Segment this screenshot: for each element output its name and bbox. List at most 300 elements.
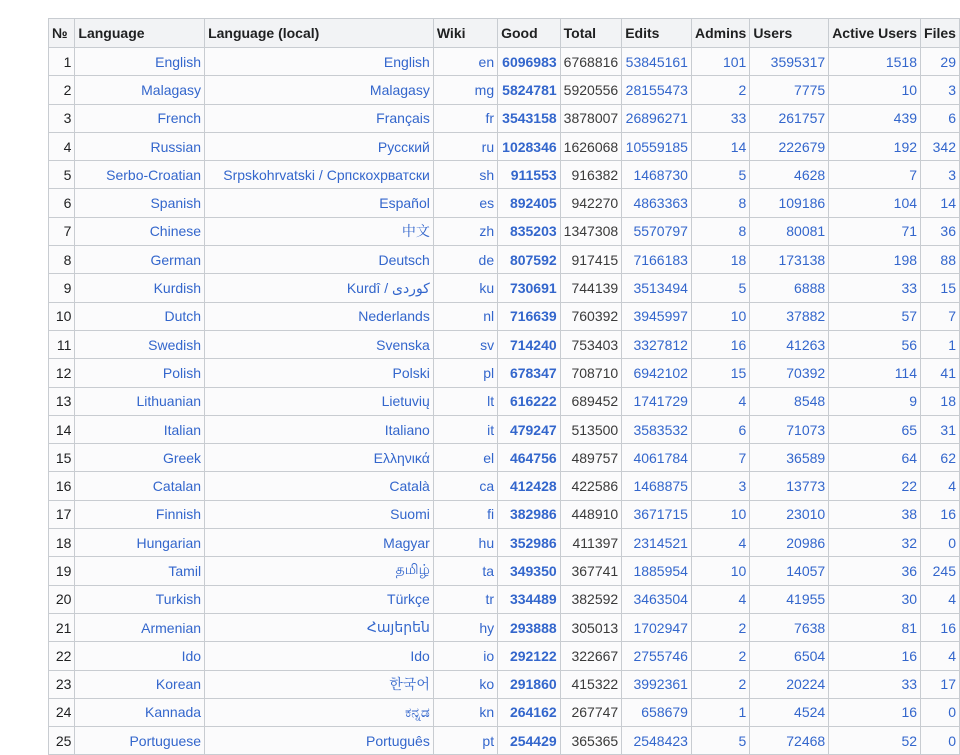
- cell-edits[interactable]: 6942102: [622, 359, 692, 387]
- cell-total: 267747: [560, 698, 622, 726]
- cell-admins[interactable]: 5: [691, 727, 749, 755]
- cell-users[interactable]: 41955: [750, 585, 829, 613]
- cell-language-local[interactable]: Svenska: [205, 330, 434, 358]
- cell-good[interactable]: 835203: [498, 217, 561, 245]
- cell-language[interactable]: Lithuanian: [75, 387, 205, 415]
- cell-language-local[interactable]: ಕನ್ನಡ: [205, 698, 434, 726]
- cell-rank: 16: [49, 472, 75, 500]
- cell-edits[interactable]: 3671715: [622, 500, 692, 528]
- table-row: [49, 500, 960, 528]
- cell-good[interactable]: 292122: [498, 642, 561, 670]
- cell-rank: 13: [49, 387, 75, 415]
- cell-total: 942270: [560, 189, 622, 217]
- cell-edits[interactable]: 53845161: [622, 48, 692, 76]
- table-row: [49, 727, 960, 755]
- cell-files[interactable]: 0: [921, 529, 960, 557]
- cell-edits[interactable]: 1468875: [622, 472, 692, 500]
- table-row: [49, 330, 960, 358]
- table-row: [49, 613, 960, 641]
- cell-language-local[interactable]: 한국어: [205, 670, 434, 698]
- cell-good[interactable]: 291860: [498, 670, 561, 698]
- cell-total: 916382: [560, 161, 622, 189]
- cell-active-users[interactable]: 22: [829, 472, 921, 500]
- cell-active-users[interactable]: 57: [829, 302, 921, 330]
- cell-admins[interactable]: 2: [691, 670, 749, 698]
- cell-edits[interactable]: 5570797: [622, 217, 692, 245]
- cell-total: 5920556: [560, 76, 622, 104]
- cell-total: 382592: [560, 585, 622, 613]
- table-row: [49, 161, 960, 189]
- cell-wiki-code[interactable]: pt: [433, 727, 497, 755]
- cell-rank: 8: [49, 246, 75, 274]
- cell-active-users[interactable]: 16: [829, 642, 921, 670]
- cell-good[interactable]: 3543158: [498, 104, 561, 132]
- cell-active-users[interactable]: 36: [829, 557, 921, 585]
- cell-language[interactable]: Hungarian: [75, 529, 205, 557]
- cell-edits[interactable]: 1885954: [622, 557, 692, 585]
- cell-language[interactable]: Malagasy: [75, 76, 205, 104]
- table-header-row: [49, 19, 960, 48]
- wiki-statistics-table: [48, 18, 960, 755]
- cell-total: 322667: [560, 642, 622, 670]
- cell-active-users[interactable]: 52: [829, 727, 921, 755]
- cell-users[interactable]: 71073: [750, 415, 829, 443]
- cell-language-local[interactable]: Italiano: [205, 415, 434, 443]
- table-row: [49, 698, 960, 726]
- table-row: [49, 529, 960, 557]
- cell-language[interactable]: German: [75, 246, 205, 274]
- cell-rank: 7: [49, 217, 75, 245]
- cell-language-local[interactable]: Polski: [205, 359, 434, 387]
- cell-users[interactable]: 80081: [750, 217, 829, 245]
- cell-rank: 19: [49, 557, 75, 585]
- cell-files[interactable]: 0: [921, 727, 960, 755]
- cell-files[interactable]: 1: [921, 330, 960, 358]
- cell-rank: 15: [49, 444, 75, 472]
- cell-wiki-code[interactable]: zh: [433, 217, 497, 245]
- cell-edits[interactable]: 3513494: [622, 274, 692, 302]
- cell-rank: 17: [49, 500, 75, 528]
- cell-language[interactable]: Catalan: [75, 472, 205, 500]
- cell-files[interactable]: 4: [921, 472, 960, 500]
- cell-rank: 9: [49, 274, 75, 302]
- cell-total: 3878007: [560, 104, 622, 132]
- cell-admins[interactable]: 1: [691, 698, 749, 726]
- cell-active-users[interactable]: 9: [829, 387, 921, 415]
- cell-wiki-code[interactable]: ta: [433, 557, 497, 585]
- cell-wiki-code[interactable]: nl: [433, 302, 497, 330]
- cell-language[interactable]: Kurdish: [75, 274, 205, 302]
- cell-edits[interactable]: 10559185: [622, 132, 692, 160]
- cell-files[interactable]: 17: [921, 670, 960, 698]
- cell-rank: 20: [49, 585, 75, 613]
- cell-users[interactable]: 13773: [750, 472, 829, 500]
- cell-total: 513500: [560, 415, 622, 443]
- cell-users[interactable]: 261757: [750, 104, 829, 132]
- cell-total: 422586: [560, 472, 622, 500]
- cell-files[interactable]: 16: [921, 500, 960, 528]
- header-active-users[interactable]: Active Users: [829, 19, 921, 48]
- cell-users[interactable]: 6504: [750, 642, 829, 670]
- cell-total: 6768816: [560, 48, 622, 76]
- cell-edits[interactable]: 28155473: [622, 76, 692, 104]
- cell-admins[interactable]: 16: [691, 330, 749, 358]
- cell-admins[interactable]: 10: [691, 302, 749, 330]
- cell-language-local[interactable]: Lietuvių: [205, 387, 434, 415]
- cell-language-local[interactable]: Ελληνικά: [205, 444, 434, 472]
- cell-users[interactable]: 6888: [750, 274, 829, 302]
- cell-active-users[interactable]: 192: [829, 132, 921, 160]
- cell-wiki-code[interactable]: kn: [433, 698, 497, 726]
- cell-active-users[interactable]: 81: [829, 613, 921, 641]
- cell-active-users[interactable]: 1518: [829, 48, 921, 76]
- cell-edits[interactable]: 4863363: [622, 189, 692, 217]
- cell-files[interactable]: 16: [921, 613, 960, 641]
- cell-edits[interactable]: 3327812: [622, 330, 692, 358]
- cell-files[interactable]: 88: [921, 246, 960, 274]
- table-row: [49, 642, 960, 670]
- cell-admins[interactable]: 15: [691, 359, 749, 387]
- cell-edits[interactable]: 2314521: [622, 529, 692, 557]
- cell-rank: 23: [49, 670, 75, 698]
- cell-language-local[interactable]: Русский: [205, 132, 434, 160]
- cell-users[interactable]: 222679: [750, 132, 829, 160]
- cell-language[interactable]: Dutch: [75, 302, 205, 330]
- cell-rank: 12: [49, 359, 75, 387]
- table-row: [49, 557, 960, 585]
- table-body: [49, 48, 960, 755]
- cell-good[interactable]: 334489: [498, 585, 561, 613]
- table-row: [49, 387, 960, 415]
- cell-language[interactable]: French: [75, 104, 205, 132]
- cell-active-users[interactable]: 198: [829, 246, 921, 274]
- cell-users[interactable]: 173138: [750, 246, 829, 274]
- cell-language-local[interactable]: Français: [205, 104, 434, 132]
- cell-edits[interactable]: 26896271: [622, 104, 692, 132]
- cell-language-local[interactable]: English: [205, 48, 434, 76]
- cell-wiki-code[interactable]: el: [433, 444, 497, 472]
- cell-wiki-code[interactable]: ko: [433, 670, 497, 698]
- cell-language[interactable]: Armenian: [75, 613, 205, 641]
- cell-files[interactable]: 4: [921, 585, 960, 613]
- cell-active-users[interactable]: 16: [829, 698, 921, 726]
- cell-active-users[interactable]: 38: [829, 500, 921, 528]
- cell-wiki-code[interactable]: ru: [433, 132, 497, 160]
- table-row: [49, 76, 960, 104]
- cell-wiki-code[interactable]: mg: [433, 76, 497, 104]
- cell-rank: 18: [49, 529, 75, 557]
- cell-total: 744139: [560, 274, 622, 302]
- cell-language[interactable]: Portuguese: [75, 727, 205, 755]
- cell-wiki-code[interactable]: de: [433, 246, 497, 274]
- cell-language[interactable]: Swedish: [75, 330, 205, 358]
- cell-good[interactable]: 730691: [498, 274, 561, 302]
- cell-active-users[interactable]: 33: [829, 670, 921, 698]
- table-row: [49, 415, 960, 443]
- cell-users[interactable]: 37882: [750, 302, 829, 330]
- cell-language[interactable]: Ido: [75, 642, 205, 670]
- cell-wiki-code[interactable]: tr: [433, 585, 497, 613]
- header-good[interactable]: Good: [498, 19, 561, 48]
- header-language[interactable]: Language: [75, 19, 205, 48]
- cell-language-local[interactable]: Malagasy: [205, 76, 434, 104]
- cell-wiki-code[interactable]: en: [433, 48, 497, 76]
- cell-language-local[interactable]: Deutsch: [205, 246, 434, 274]
- cell-rank: 14: [49, 415, 75, 443]
- cell-wiki-code[interactable]: fr: [433, 104, 497, 132]
- cell-language[interactable]: Korean: [75, 670, 205, 698]
- cell-files[interactable]: 14: [921, 189, 960, 217]
- cell-admins[interactable]: 4: [691, 529, 749, 557]
- cell-files[interactable]: 245: [921, 557, 960, 585]
- cell-language[interactable]: English: [75, 48, 205, 76]
- cell-active-users[interactable]: 64: [829, 444, 921, 472]
- cell-language-local[interactable]: Srpskohrvatski / Српскохрватски: [205, 161, 434, 189]
- cell-admins[interactable]: 10: [691, 500, 749, 528]
- cell-total: 489757: [560, 444, 622, 472]
- cell-good[interactable]: 479247: [498, 415, 561, 443]
- cell-admins[interactable]: 8: [691, 217, 749, 245]
- cell-language-local[interactable]: Ido: [205, 642, 434, 670]
- cell-admins[interactable]: 33: [691, 104, 749, 132]
- cell-total: 917415: [560, 246, 622, 274]
- cell-edits[interactable]: 1702947: [622, 613, 692, 641]
- cell-users[interactable]: 70392: [750, 359, 829, 387]
- cell-language-local[interactable]: Türkçe: [205, 585, 434, 613]
- cell-language[interactable]: Finnish: [75, 500, 205, 528]
- cell-rank: 6: [49, 189, 75, 217]
- cell-admins[interactable]: 4: [691, 387, 749, 415]
- cell-files[interactable]: 29: [921, 48, 960, 76]
- cell-good[interactable]: 464756: [498, 444, 561, 472]
- cell-rank: 22: [49, 642, 75, 670]
- cell-admins[interactable]: 2: [691, 642, 749, 670]
- cell-rank: 24: [49, 698, 75, 726]
- cell-language-local[interactable]: தமிழ்: [205, 557, 434, 585]
- cell-edits[interactable]: 3945997: [622, 302, 692, 330]
- table-row: [49, 444, 960, 472]
- cell-total: 365365: [560, 727, 622, 755]
- cell-wiki-code[interactable]: lt: [433, 387, 497, 415]
- cell-admins[interactable]: 8: [691, 189, 749, 217]
- cell-total: 411397: [560, 529, 622, 557]
- cell-total: 367741: [560, 557, 622, 585]
- cell-language[interactable]: Tamil: [75, 557, 205, 585]
- cell-good[interactable]: 254429: [498, 727, 561, 755]
- cell-active-users[interactable]: 439: [829, 104, 921, 132]
- cell-edits[interactable]: 3463504: [622, 585, 692, 613]
- cell-language[interactable]: Greek: [75, 444, 205, 472]
- cell-users[interactable]: 23010: [750, 500, 829, 528]
- cell-total: 760392: [560, 302, 622, 330]
- cell-language-local[interactable]: Suomi: [205, 500, 434, 528]
- table-row: [49, 274, 960, 302]
- cell-language[interactable]: Serbo-Croatian: [75, 161, 205, 189]
- header-users[interactable]: Users: [750, 19, 829, 48]
- cell-good[interactable]: 352986: [498, 529, 561, 557]
- table-row: [49, 359, 960, 387]
- cell-admins[interactable]: 2: [691, 76, 749, 104]
- cell-language[interactable]: Spanish: [75, 189, 205, 217]
- cell-active-users[interactable]: 71: [829, 217, 921, 245]
- cell-good[interactable]: 716639: [498, 302, 561, 330]
- cell-users[interactable]: 4628: [750, 161, 829, 189]
- table-row: [49, 670, 960, 698]
- cell-rank: 2: [49, 76, 75, 104]
- cell-admins[interactable]: 6: [691, 415, 749, 443]
- cell-active-users[interactable]: 33: [829, 274, 921, 302]
- cell-language[interactable]: Italian: [75, 415, 205, 443]
- cell-active-users[interactable]: 56: [829, 330, 921, 358]
- cell-users[interactable]: 72468: [750, 727, 829, 755]
- cell-admins[interactable]: 2: [691, 613, 749, 641]
- header-total[interactable]: Total: [560, 19, 622, 48]
- cell-language[interactable]: Kannada: [75, 698, 205, 726]
- cell-wiki-code[interactable]: fi: [433, 500, 497, 528]
- cell-users[interactable]: 7638: [750, 613, 829, 641]
- cell-admins[interactable]: 101: [691, 48, 749, 76]
- cell-wiki-code[interactable]: pl: [433, 359, 497, 387]
- cell-files[interactable]: 342: [921, 132, 960, 160]
- cell-good[interactable]: 892405: [498, 189, 561, 217]
- cell-language-local[interactable]: Kurdî / كوردی: [205, 274, 434, 302]
- cell-wiki-code[interactable]: sv: [433, 330, 497, 358]
- cell-good[interactable]: 807592: [498, 246, 561, 274]
- cell-files[interactable]: 36: [921, 217, 960, 245]
- header-language-local[interactable]: Language (local): [205, 19, 434, 48]
- header-files[interactable]: Files: [921, 19, 960, 48]
- table-row: [49, 189, 960, 217]
- cell-active-users[interactable]: 65: [829, 415, 921, 443]
- cell-files[interactable]: 6: [921, 104, 960, 132]
- cell-active-users[interactable]: 104: [829, 189, 921, 217]
- cell-admins[interactable]: 7: [691, 444, 749, 472]
- cell-active-users[interactable]: 114: [829, 359, 921, 387]
- cell-active-users[interactable]: 32: [829, 529, 921, 557]
- cell-admins[interactable]: 10: [691, 557, 749, 585]
- cell-active-users[interactable]: 7: [829, 161, 921, 189]
- cell-files[interactable]: 3: [921, 76, 960, 104]
- cell-users[interactable]: 14057: [750, 557, 829, 585]
- cell-wiki-code[interactable]: ca: [433, 472, 497, 500]
- cell-rank: 1: [49, 48, 75, 76]
- cell-active-users[interactable]: 10: [829, 76, 921, 104]
- cell-wiki-code[interactable]: es: [433, 189, 497, 217]
- cell-language-local[interactable]: Español: [205, 189, 434, 217]
- cell-language-local[interactable]: Magyar: [205, 529, 434, 557]
- cell-admins[interactable]: 3: [691, 472, 749, 500]
- header-edits[interactable]: Edits: [622, 19, 692, 48]
- header-wiki[interactable]: Wiki: [433, 19, 497, 48]
- cell-edits[interactable]: 3992361: [622, 670, 692, 698]
- cell-wiki-code[interactable]: it: [433, 415, 497, 443]
- cell-users[interactable]: 4524: [750, 698, 829, 726]
- cell-good[interactable]: 1028346: [498, 132, 561, 160]
- cell-rank: 3: [49, 104, 75, 132]
- cell-users[interactable]: 109186: [750, 189, 829, 217]
- cell-users[interactable]: 20986: [750, 529, 829, 557]
- cell-wiki-code[interactable]: hu: [433, 529, 497, 557]
- cell-wiki-code[interactable]: io: [433, 642, 497, 670]
- cell-files[interactable]: 41: [921, 359, 960, 387]
- cell-admins[interactable]: 18: [691, 246, 749, 274]
- cell-edits[interactable]: 1468730: [622, 161, 692, 189]
- cell-edits[interactable]: 2755746: [622, 642, 692, 670]
- cell-good[interactable]: 382986: [498, 500, 561, 528]
- cell-good[interactable]: 5824781: [498, 76, 561, 104]
- cell-rank: 10: [49, 302, 75, 330]
- table-row: [49, 217, 960, 245]
- cell-total: 708710: [560, 359, 622, 387]
- cell-language-local[interactable]: 中文: [205, 217, 434, 245]
- cell-language-local[interactable]: Nederlands: [205, 302, 434, 330]
- cell-admins[interactable]: 14: [691, 132, 749, 160]
- cell-language[interactable]: Russian: [75, 132, 205, 160]
- header-admins[interactable]: Admins: [691, 19, 749, 48]
- cell-rank: 21: [49, 613, 75, 641]
- cell-active-users[interactable]: 30: [829, 585, 921, 613]
- cell-total: 753403: [560, 330, 622, 358]
- cell-good[interactable]: 264162: [498, 698, 561, 726]
- cell-good[interactable]: 911553: [498, 161, 561, 189]
- cell-users[interactable]: 36589: [750, 444, 829, 472]
- cell-files[interactable]: 4: [921, 642, 960, 670]
- cell-good[interactable]: 412428: [498, 472, 561, 500]
- cell-language-local[interactable]: Português: [205, 727, 434, 755]
- table-row: [49, 585, 960, 613]
- cell-good[interactable]: 349350: [498, 557, 561, 585]
- cell-users[interactable]: 3595317: [750, 48, 829, 76]
- cell-users[interactable]: 20224: [750, 670, 829, 698]
- cell-language[interactable]: Chinese: [75, 217, 205, 245]
- cell-good[interactable]: 616222: [498, 387, 561, 415]
- cell-files[interactable]: 0: [921, 698, 960, 726]
- cell-good[interactable]: 6096983: [498, 48, 561, 76]
- cell-edits[interactable]: 4061784: [622, 444, 692, 472]
- cell-language[interactable]: Turkish: [75, 585, 205, 613]
- cell-language-local[interactable]: Català: [205, 472, 434, 500]
- cell-users[interactable]: 7775: [750, 76, 829, 104]
- cell-users[interactable]: 41263: [750, 330, 829, 358]
- cell-edits[interactable]: 658679: [622, 698, 692, 726]
- cell-admins[interactable]: 5: [691, 161, 749, 189]
- table-row: [49, 132, 960, 160]
- cell-files[interactable]: 31: [921, 415, 960, 443]
- cell-users[interactable]: 8548: [750, 387, 829, 415]
- cell-edits[interactable]: 2548423: [622, 727, 692, 755]
- cell-edits[interactable]: 7166183: [622, 246, 692, 274]
- cell-admins[interactable]: 4: [691, 585, 749, 613]
- cell-wiki-code[interactable]: sh: [433, 161, 497, 189]
- cell-good[interactable]: 293888: [498, 613, 561, 641]
- cell-admins[interactable]: 5: [691, 274, 749, 302]
- cell-rank: 25: [49, 727, 75, 755]
- cell-language[interactable]: Polish: [75, 359, 205, 387]
- header-number[interactable]: №: [49, 19, 75, 48]
- cell-good[interactable]: 714240: [498, 330, 561, 358]
- cell-language-local[interactable]: Հայերեն: [205, 613, 434, 641]
- cell-files[interactable]: 3: [921, 161, 960, 189]
- cell-files[interactable]: 15: [921, 274, 960, 302]
- cell-files[interactable]: 18: [921, 387, 960, 415]
- cell-files[interactable]: 7: [921, 302, 960, 330]
- cell-edits[interactable]: 3583532: [622, 415, 692, 443]
- cell-wiki-code[interactable]: ku: [433, 274, 497, 302]
- cell-good[interactable]: 678347: [498, 359, 561, 387]
- cell-wiki-code[interactable]: hy: [433, 613, 497, 641]
- cell-edits[interactable]: 1741729: [622, 387, 692, 415]
- cell-files[interactable]: 62: [921, 444, 960, 472]
